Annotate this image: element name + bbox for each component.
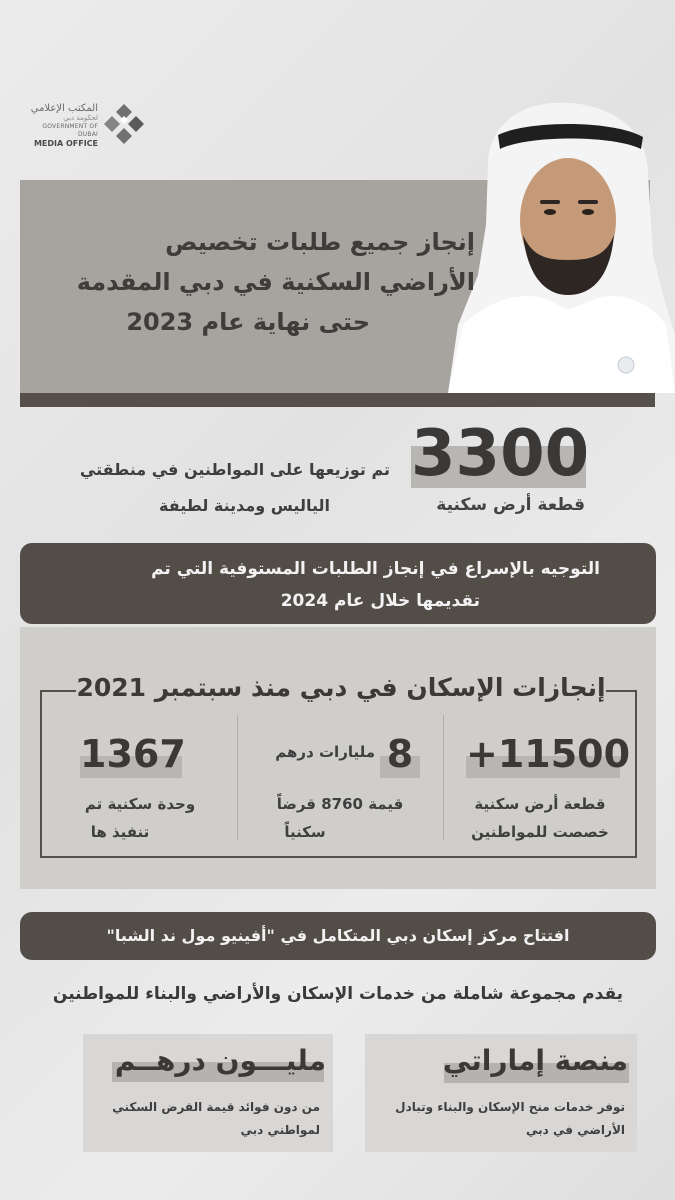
stat-number-billions: 8 xyxy=(386,732,414,776)
achievements-title: إنجازات الإسكان في دبي منذ سبتمبر 2021 xyxy=(76,673,606,702)
stat-label-line: تنفيذ ها xyxy=(90,823,150,841)
card-text-line: توفر خدمات منح الإسكان والبناء وتبادل xyxy=(395,1100,625,1114)
stat-unit-billions: مليارات درهم xyxy=(275,743,375,761)
directive-line: التوجيه بالإسراع في إنجاز الطلبات المستوفية التي تم xyxy=(151,559,600,579)
center-title: افتتاح مركز إسكان دبي المتكامل في "أفينيو مول ند الشبا" xyxy=(106,926,570,945)
stat-label-line: سكنياً xyxy=(284,823,326,841)
plots-distribution xyxy=(60,452,390,524)
card-title-million: مليـــون درهــم xyxy=(114,1044,326,1077)
card-title-emarati: منصة إماراتي xyxy=(442,1044,628,1077)
directive-line: تقديمها خلال عام 2024 xyxy=(280,591,480,611)
card-text-million xyxy=(95,1096,320,1142)
hero-title-line: حتى نهاية عام 2023 xyxy=(126,308,370,336)
stat-label-line: وحدة سكنية تم xyxy=(84,795,196,813)
portrait-image xyxy=(448,95,675,393)
card-text-line: الأراضي في دبي xyxy=(526,1123,625,1137)
stat-divider xyxy=(237,715,238,840)
plots-number: 3300 xyxy=(411,417,590,491)
hero-title-line: إنجاز جميع طلبات تخصيص xyxy=(165,228,475,256)
stat-divider xyxy=(443,715,444,840)
stat-label-units xyxy=(55,790,225,846)
center-services: يقدم مجموعة شاملة من خدمات الإسكان والأراضي والبناء للمواطنين xyxy=(52,984,624,1004)
stat-label-plots xyxy=(450,790,630,846)
logo-arabic-name: المكتب الإعلامي xyxy=(30,103,98,114)
directive-text xyxy=(40,553,600,617)
plots-label: قطعة أرض سكنية xyxy=(436,495,585,515)
card-text-emarati xyxy=(365,1096,625,1142)
hero-title-line: الأراضي السكنية في دبي المقدمة xyxy=(76,268,475,296)
stat-number-units: 1367 xyxy=(80,732,186,776)
hero-bottom-bar xyxy=(20,393,655,407)
distribution-line: الياليس ومدينة لطيفة xyxy=(158,496,330,515)
logo-arabic-sub: لحكومة دبي xyxy=(63,114,98,122)
distribution-line: تم توزيعها على المواطنين في منطقتي xyxy=(79,460,390,479)
card-text-line: من دون فوائد قيمة القرض السكني xyxy=(112,1100,320,1114)
diamond-logo-icon xyxy=(102,102,146,146)
stat-label-line: خصصت للمواطنين xyxy=(471,823,609,841)
logo-english-gov: GOVERNMENT OF DUBAI xyxy=(42,123,98,138)
card-text-line: لمواطني دبي xyxy=(240,1123,320,1137)
logo-text xyxy=(30,103,98,149)
stat-label-loans xyxy=(252,790,428,846)
hero-title xyxy=(25,222,475,342)
stat-label-line: قطعة أرض سكنية xyxy=(474,795,606,813)
stat-number-plots: +11500 xyxy=(466,732,631,776)
stat-label-line: قيمة 8760 قرضاً xyxy=(276,795,404,813)
logo-english-office: MEDIA OFFICE xyxy=(33,139,98,148)
